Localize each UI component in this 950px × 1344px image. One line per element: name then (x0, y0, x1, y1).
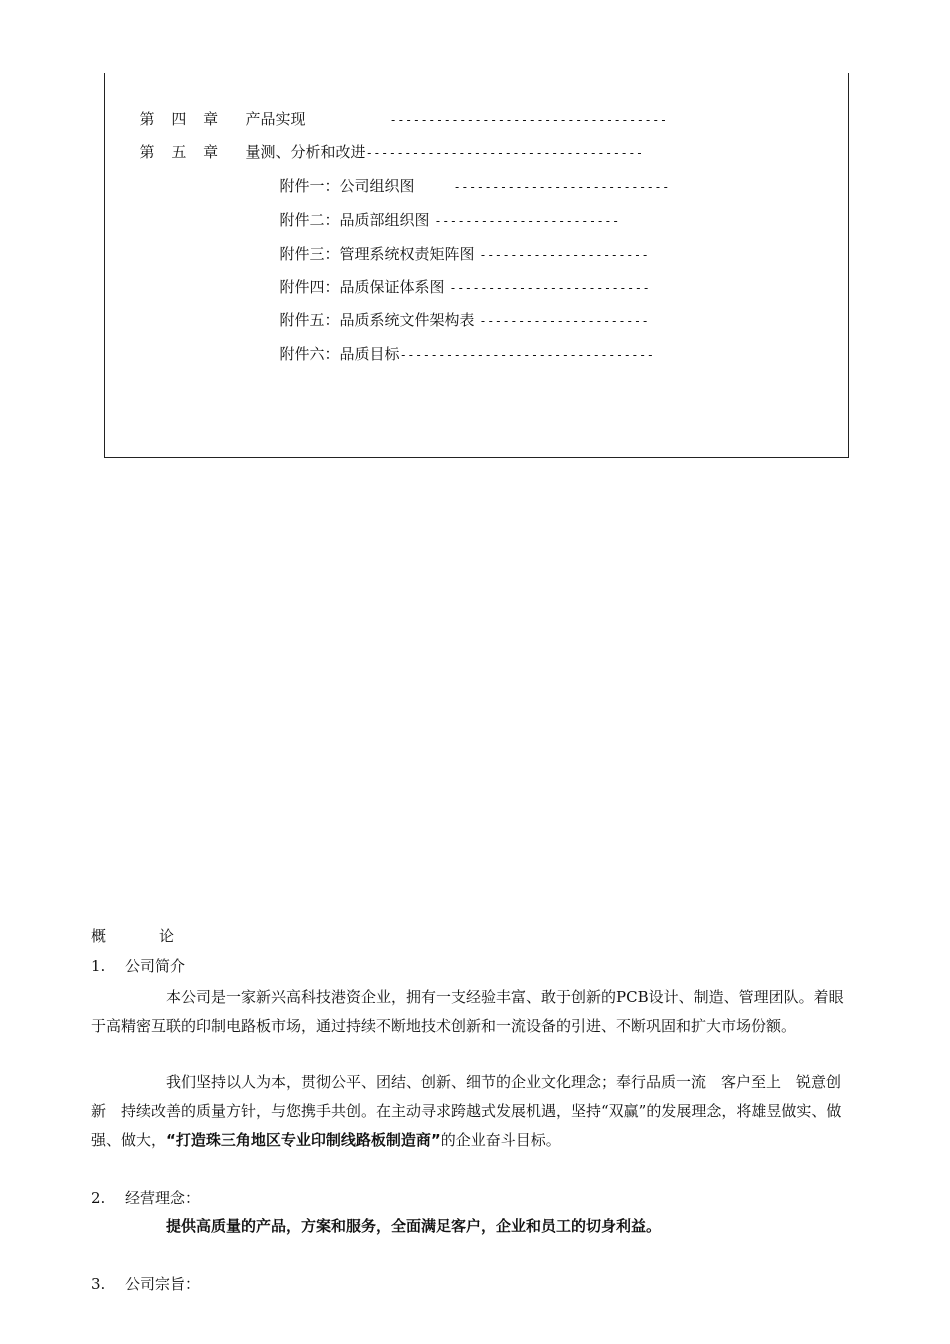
section-number: 2. (91, 1189, 106, 1207)
section-2-heading (91, 1184, 853, 1213)
section-title: 公司宗旨： (125, 1275, 201, 1293)
toc-leader: ---------------------- (479, 314, 650, 328)
toc-leader: ------------------------------------ (365, 146, 644, 160)
overview-heading-right: 论 (159, 927, 175, 945)
toc-attachment-label: 附件一：公司组织图 (279, 177, 415, 195)
culture-text: 我们坚持以人为本，贯彻公平、团结、创新、细节的企业文化理念；奉行品质一流 客户至上 锐意创新 持续改善的质量方针，与您携手共创。在主动寻求跨越式发展机遇，坚持“双赢”的发展理念，将雄昱做实、做强、做大， (91, 1073, 842, 1149)
section-number: 1. (91, 957, 106, 975)
overview-heading-left: 概 (91, 927, 107, 945)
toc-chapter-number: 第 四 章 (139, 110, 225, 128)
toc-attachment-label: 附件五：品质系统文件架构表 (279, 311, 475, 329)
section-3-heading (91, 1270, 853, 1299)
toc-leader: ------------------------------------ (389, 113, 668, 127)
section-1-heading (91, 952, 853, 981)
toc-attachment-label: 附件四：品质保证体系图 (279, 278, 445, 296)
toc-leader: -------------------------- (449, 281, 651, 295)
company-intro-paragraph: 本公司是一家新兴高科技港资企业，拥有一支经验丰富、敢于创新的PCB设计、制造、管理团队。着眼于高精密互联的印制电路板市场，通过持续不断地技术创新和一流设备的引进、不断巩固和扩大市场份额。 (91, 988, 844, 1035)
section-title: 公司简介 (125, 957, 186, 975)
business-philosophy: 提供高质量的产品，方案和服务，全面满足客户，企业和员工的切身利益。 (166, 1217, 662, 1235)
toc-leader: ------------------------ (434, 214, 620, 228)
overview-heading (91, 922, 853, 951)
toc-chapter-title: 量测、分析和改进 (245, 143, 366, 161)
toc-attachment-label: 附件三：管理系统权责矩阵图 (279, 245, 475, 263)
section-title: 经营理念： (125, 1189, 201, 1207)
toc-attachment-label: 附件二：品质部组织图 (279, 211, 430, 229)
toc-leader: --------------------------------- (399, 348, 655, 362)
toc-leader: ---------------------------- (453, 180, 670, 194)
culture-text-end: 的企业奋斗目标。 (440, 1131, 561, 1149)
section-number: 3. (91, 1275, 106, 1293)
toc-chapter-number: 第 五 章 (139, 143, 225, 161)
toc-chapter-title: 产品实现 (245, 110, 306, 128)
company-goal: “打造珠三角地区专业印制线路板制造商” (166, 1131, 441, 1149)
toc-attachment-6[interactable] (270, 324, 654, 365)
toc-attachment-label: 附件六：品质目标 (279, 345, 400, 363)
company-culture-paragraph (91, 1068, 853, 1155)
toc-leader: ---------------------- (479, 248, 650, 262)
